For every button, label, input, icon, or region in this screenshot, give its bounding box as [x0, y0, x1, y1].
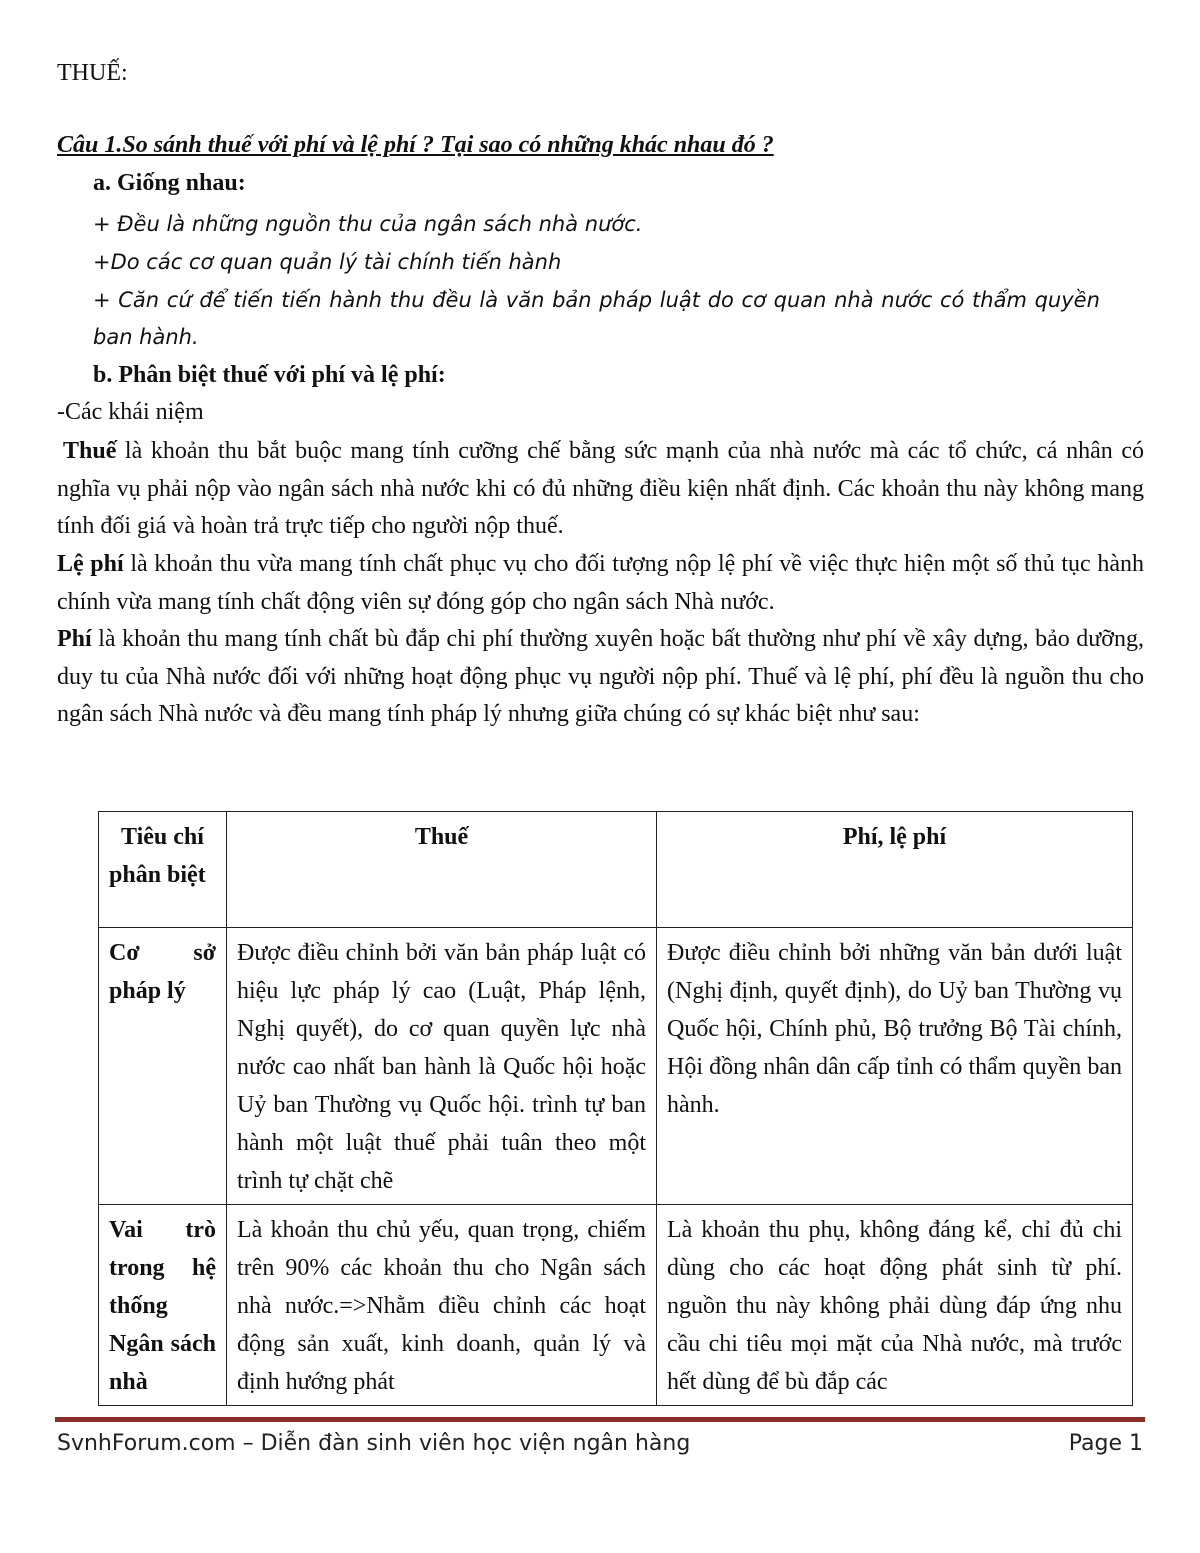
- phi-definition-text: là khoản thu mang tính chất bù đắp chi phí thường xuyên hoặc bất thường như phí về xây dựng, bảo dưỡng, duy tu của Nhà nước đối với những hoạt động phục vụ người nộp phí. Thuế và lệ phí, phí đều là nguồn thu cho ngân sách Nhà nước và đều mang tính pháp lý nhưng giữa chúng có sự khác biệt như sau:: [57, 626, 1144, 727]
- similarity-item: ban hành.: [93, 325, 199, 349]
- similarity-item: +Do các cơ quan quản lý tài chính tiến hành: [93, 250, 562, 274]
- phi-definition: [57, 621, 1144, 734]
- row-phi-cell: Là khoản thu phụ, không đáng kể, chỉ đủ chi dùng cho các hoạt động phát sinh từ phí. nguồn thu này không phải dùng đáp ứng nhu cầu chi tiêu mọi mặt của Nhà nước, mà trước hết dùng để bù đắp các: [657, 1205, 1133, 1406]
- lephi-definition-text: là khoản thu vừa mang tính chất phục vụ cho đối tượng nộp lệ phí về việc thực hiện một số thủ tục hành chính vừa mang tính chất động viên sự đóng góp cho ngân sách Nhà nước.: [57, 551, 1144, 615]
- footer-rule: [55, 1417, 1145, 1422]
- section-a-title: a. Giống nhau:: [93, 170, 246, 196]
- page-number: Page 1: [1068, 1431, 1143, 1456]
- concepts-label: -Các khái niệm: [57, 399, 204, 425]
- table-row: [99, 1205, 1133, 1406]
- thue-term: Thuế: [63, 438, 117, 464]
- table-row: [99, 928, 1133, 1205]
- header-thue: Thuế: [227, 812, 657, 928]
- row-thue-cell: Được điều chỉnh bởi văn bản pháp luật có hiệu lực pháp lý cao (Luật, Pháp lệnh, Nghị quyết), do cơ quan quyền lực nhà nước cao nhất ban hành là Quốc hội hoặc Uỷ ban Thường vụ Quốc hội. trình tự ban hành một luật thuế phải tuân theo một trình tự chặt chẽ: [227, 928, 657, 1205]
- lephi-term: Lệ phí: [57, 551, 124, 577]
- thue-definition: [57, 433, 1144, 546]
- page-heading: THUẾ:: [57, 60, 128, 86]
- thue-definition-text: là khoản thu bắt buộc mang tính cưỡng chế bằng sức mạnh của nhà nước mà các tổ chức, cá nhân có nghĩa vụ phải nộp vào ngân sách nhà nước khi có đủ những điều kiện nhất định. Các khoản thu này không mang tính đối giá và hoàn trả trực tiếp cho người nộp thuế.: [57, 438, 1144, 539]
- phi-term: Phí: [57, 626, 92, 652]
- lephi-definition: [57, 546, 1144, 621]
- comparison-table-wrapper: [98, 811, 1134, 1416]
- section-b-title: b. Phân biệt thuế với phí và lệ phí:: [93, 362, 446, 388]
- row-thue-cell: Là khoản thu chủ yếu, quan trọng, chiếm trên 90% các khoản thu cho Ngân sách nhà nước.=>Nhằm điều chỉnh các hoạt động sản xuất, kinh doanh, quản lý và định hướng phát: [227, 1205, 657, 1406]
- similarity-item: + Đều là những nguồn thu của ngân sách nhà nước.: [93, 212, 643, 236]
- similarity-item: + Căn cứ để tiến tiến hành thu đều là văn bản pháp luật do cơ quan nhà nước có thẩm quyền: [93, 288, 1100, 312]
- question-title: Câu 1.So sánh thuế với phí và lệ phí ? Tại sao có những khác nhau đó ?: [57, 132, 774, 158]
- footer-site-text: SvnhForum.com – Diễn đàn sinh viên học viện ngân hàng: [57, 1431, 691, 1456]
- row-criterion: Vai trò trong hệ thống Ngân sách nhà: [99, 1205, 227, 1406]
- header-criterion: Tiêu chí phân biệt: [99, 812, 227, 928]
- row-phi-cell: Được điều chỉnh bởi những văn bản dưới luật (Nghị định, quyết định), do Uỷ ban Thường vụ Quốc hội, Chính phủ, Bộ trưởng Bộ Tài chính, Hội đồng nhân dân cấp tỉnh có thẩm quyền ban hành.: [657, 928, 1133, 1205]
- header-phi: Phí, lệ phí: [657, 812, 1133, 928]
- row-criterion: Cơ sở pháp lý: [99, 928, 227, 1205]
- comparison-table: [98, 811, 1133, 1406]
- table-header-row: [99, 812, 1133, 928]
